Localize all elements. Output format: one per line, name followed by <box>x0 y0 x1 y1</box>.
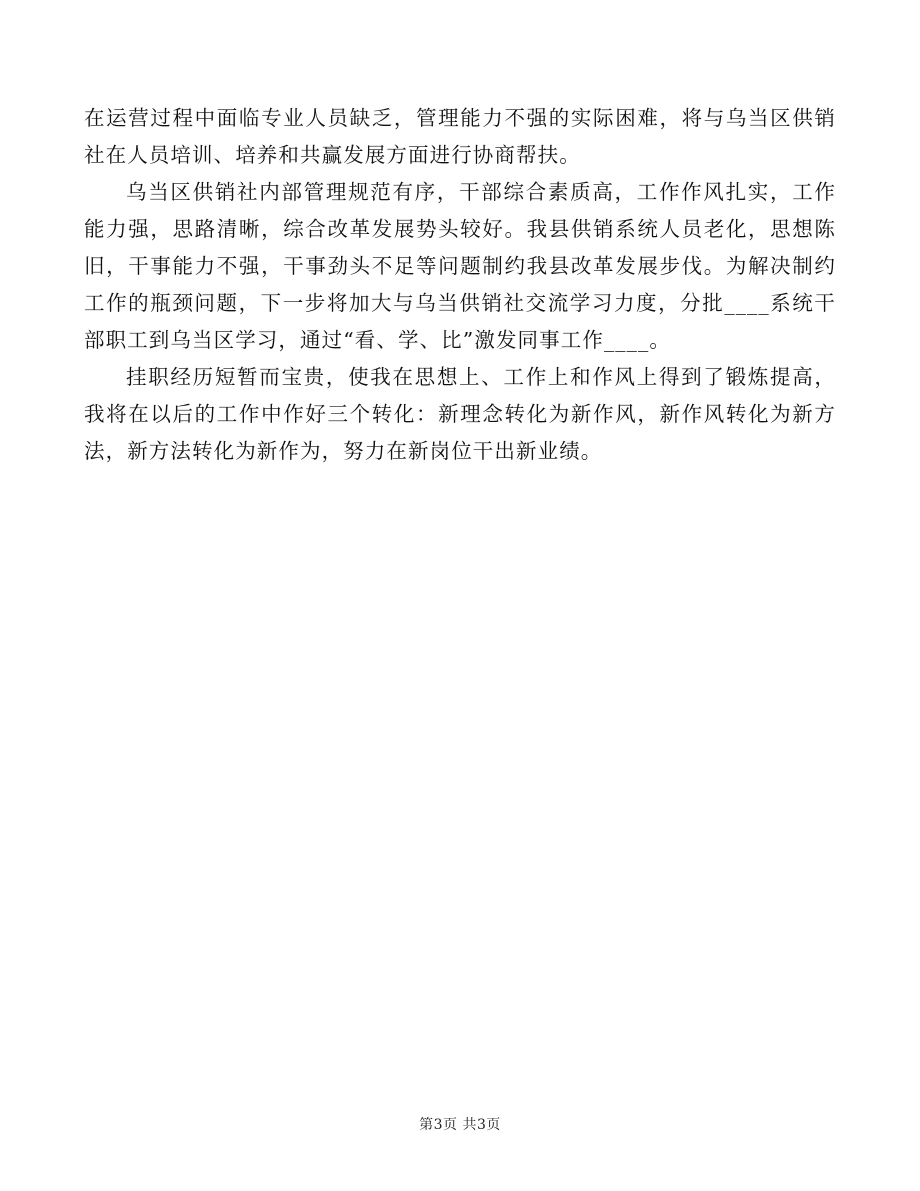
page-number: 第3页 共3页 <box>419 1117 501 1133</box>
paragraph-continuation: 在运营过程中面临专业人员缺乏，管理能力不强的实际困难，将与乌当区供销社在人员培训、培养和共赢发展方面进行协商帮扶。 <box>84 106 836 167</box>
paragraph-conclusion: 挂职经历短暂而宝贵，使我在思想上、工作上和作风上得到了锻炼提高，我将在以后的工作中作好三个转化：新理念转化为新作风，新作风转化为新方法，新方法转化为新作为，努力在新岗位干出新业绩。 <box>84 365 836 463</box>
page-footer <box>0 1114 920 1134</box>
paragraph-wudang-supply-coop: 乌当区供销社内部管理规范有序，干部综合素质高，工作作风扎实，工作能力强，思路清晰，综合改革发展势头较好。我县供销系统人员老化，思想陈旧，干事能力不强，干事劲头不足等问题制约我县改革发展步伐。为解决制约工作的瓶颈问题，下一步将加大与乌当供销社交流学习力度，分批____系统干部职工到乌当区学习，通过“看、学、比”激发同事工作____。 <box>84 180 836 352</box>
document-body <box>84 100 836 470</box>
